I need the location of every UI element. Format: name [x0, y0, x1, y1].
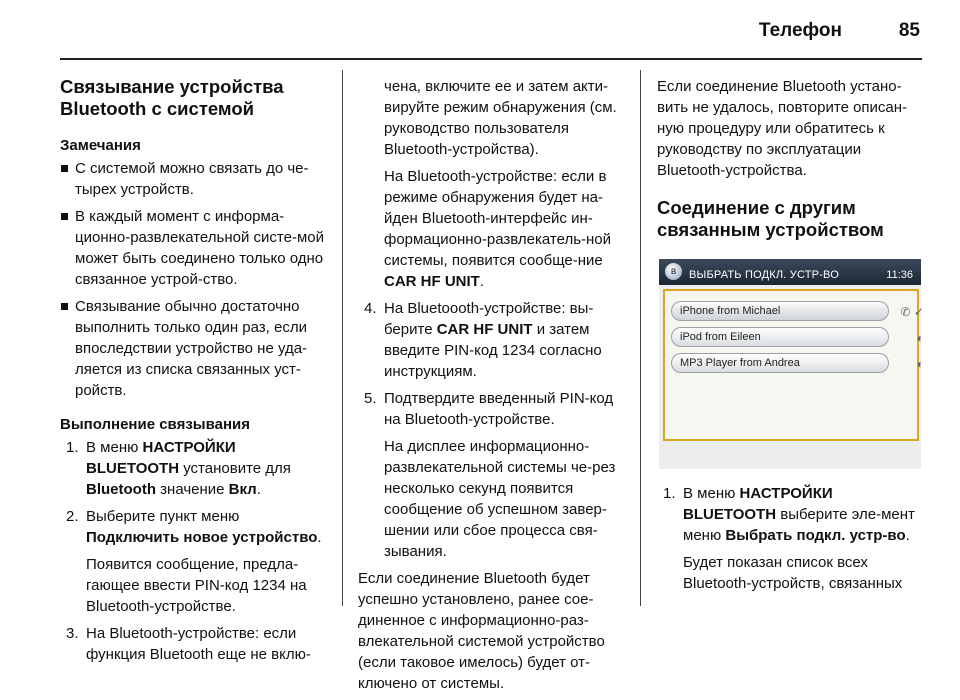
- list-item: В каждый момент с информа-ционно-развлекательной систе-мой может быть соединено только одно связанное устрой-ство.: [60, 206, 330, 290]
- section-heading-pairing: Связывание устройства Bluetooth с системой: [60, 76, 284, 119]
- bullet-square-icon: [61, 165, 68, 172]
- step-item: 4. На Bluetoooth-устройстве: вы-берите CAR HF UNIT и затем введите PIN-код 1234 согласно инструкциям.: [364, 300, 602, 380]
- music-player-icon: ◐: [916, 357, 924, 371]
- device-list-item[interactable]: iPod from Eileen ◐: [671, 327, 889, 347]
- column-divider-1: [342, 70, 343, 606]
- screen-title: ВЫБРАТЬ ПОДКЛ. УСТР-ВО: [689, 269, 839, 281]
- bullet-square-icon: [61, 303, 68, 310]
- phone-check-icon: ✆ ✓: [900, 305, 924, 319]
- procedure-title: Выполнение связывания: [60, 416, 250, 433]
- step-item: 2. Выберите пункт меню Подключить новое устройство. Появится сообщение, предла-гающее ввести PIN-код 1234 на Bluetooth-устройстве.: [66, 508, 322, 615]
- device-list-panel: [663, 289, 924, 441]
- music-player-icon: ◐: [916, 331, 924, 345]
- pairing-steps: [60, 437, 330, 665]
- page-number: 85: [898, 20, 920, 41]
- step-3-continuation: чена, включите ее и затем акти-вируйте режим обнаружения (см. руководство пользователя Bluetooth-устройства). На Bluetooth-устройстве: если в режиме обнаружения будет на-йден Bluetooth-интерфейс ин-формационно-развлекатель-ной системы, появится сообще-ние CAR HF UNIT.: [384, 78, 617, 290]
- step-item: 1. В меню НАСТРОЙКИ BLUETOOTH установите для Bluetooth значение Вкл.: [66, 439, 291, 498]
- section-heading-connect: Соединение с другим связанным устройством: [657, 197, 884, 240]
- paragraph: Если соединение Bluetooth будет успешно установлено, ранее сое-диненное с информационно-раз-влекательной системой устройство (если таковое имелось) будет от-ключено от системы.: [358, 570, 605, 692]
- step-item: 3. На Bluetooth-устройстве: если функция Bluetooth еще не вклю-: [66, 625, 311, 663]
- list-item: С системой можно связать до че-тырех устройств.: [60, 158, 330, 200]
- list-item: Связывание обычно достаточно выполнить только один раз, если впоследствии устройство не уда-ляется из списка связанных уст-ройств.: [60, 296, 330, 401]
- chapter-title: Телефон: [758, 20, 842, 41]
- pairing-steps-continued: [358, 298, 630, 562]
- column-1: [60, 76, 330, 671]
- column-3: [657, 76, 925, 600]
- device-list-item[interactable]: MP3 Player from Andrea ◐: [671, 353, 889, 373]
- step-item: 5. Подтвердите введенный PIN-код на Bluetooth-устройстве. На дисплее информационно-развлекательной системы че-рез несколько секунд появится сообщение об успешном завер-шении или сбое процесса свя-зывания.: [364, 390, 616, 560]
- screen-clock: 11:36: [886, 269, 913, 281]
- notes-title: Замечания: [60, 137, 141, 154]
- bluetooth-icon: ʙ: [665, 263, 682, 280]
- page-header: [60, 0, 922, 56]
- notes-list: [60, 158, 330, 401]
- device-screen-illustration: [659, 259, 924, 469]
- column-2: [358, 76, 630, 700]
- screen-title-bar: [659, 259, 921, 285]
- paragraph: Если соединение Bluetooth устано-вить не удалось, повторите описан-ную процедуру или обратитесь к руководству по эксплуатации Bluetooth-устройства.: [657, 78, 908, 179]
- header-rule: [60, 58, 922, 60]
- step-item: 1. В меню НАСТРОЙКИ BLUETOOTH выберите эле-мент меню Выбрать подкл. устр-во. Будет показан список всех Bluetooth-устройств, связанных: [663, 485, 915, 592]
- connect-steps: [657, 483, 925, 594]
- column-divider-2: [640, 70, 641, 606]
- bullet-square-icon: [61, 213, 68, 220]
- device-list-item[interactable]: iPhone from Michael ✆ ✓: [671, 301, 889, 321]
